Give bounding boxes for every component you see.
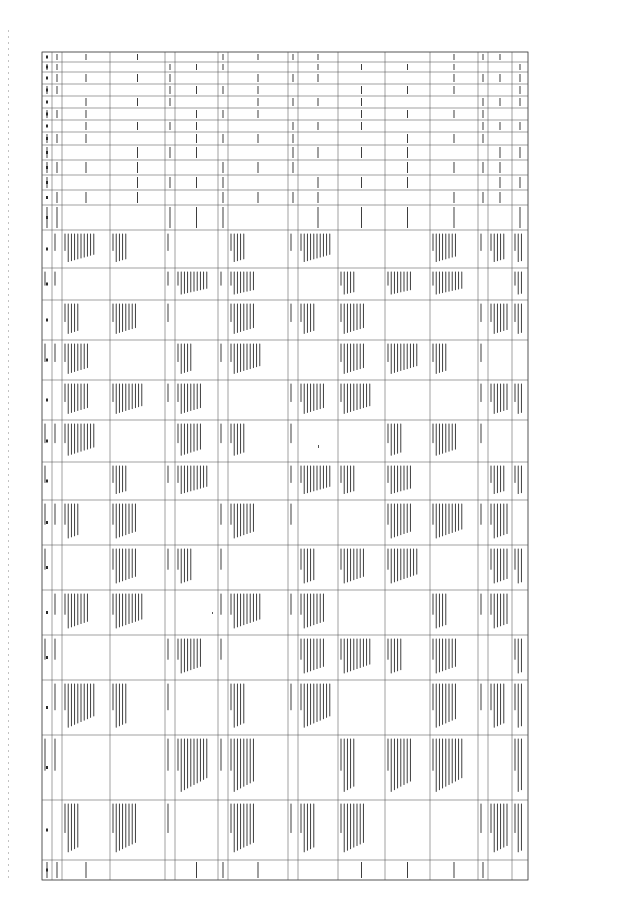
scan-artifact bbox=[8, 246, 9, 248]
scan-artifact bbox=[8, 492, 9, 494]
scan-artifact bbox=[8, 870, 9, 872]
scan-artifact bbox=[8, 444, 9, 446]
scan-artifact bbox=[8, 852, 9, 854]
scan-artifact bbox=[8, 498, 9, 500]
scan-artifact bbox=[8, 846, 9, 848]
scan-artifact bbox=[8, 312, 9, 314]
scan-artifact bbox=[8, 234, 9, 236]
header-cell-mark bbox=[46, 77, 48, 80]
scan-artifact bbox=[8, 654, 9, 656]
scan-artifact bbox=[8, 876, 9, 878]
header-cell-mark bbox=[46, 566, 48, 569]
scan-artifact bbox=[8, 528, 9, 530]
scan-artifact bbox=[8, 642, 9, 644]
header-cell-mark bbox=[46, 829, 48, 832]
scan-artifact bbox=[8, 402, 9, 404]
scan-artifact bbox=[8, 414, 9, 416]
scan-artifact bbox=[8, 198, 9, 200]
scan-artifact bbox=[8, 174, 9, 176]
scan-artifact bbox=[8, 822, 9, 824]
scan-artifact bbox=[8, 408, 9, 410]
scan-artifact bbox=[8, 792, 9, 794]
scan-artifact bbox=[8, 378, 9, 380]
scan-artifact bbox=[8, 120, 9, 122]
scan-artifact bbox=[8, 468, 9, 470]
scan-artifact bbox=[8, 558, 9, 560]
header-cell-mark bbox=[46, 480, 48, 483]
scan-artifact bbox=[8, 390, 9, 392]
scan-artifact bbox=[8, 336, 9, 338]
scan-artifact bbox=[8, 144, 9, 146]
scan-artifact bbox=[8, 462, 9, 464]
scan-artifact bbox=[8, 48, 9, 50]
scan-artifact bbox=[8, 732, 9, 734]
scan-artifact bbox=[8, 210, 9, 212]
scan-artifact bbox=[8, 774, 9, 776]
scan-artifact bbox=[8, 366, 9, 368]
scan-dust bbox=[212, 612, 213, 614]
scan-artifact bbox=[8, 684, 9, 686]
scan-artifact bbox=[8, 78, 9, 80]
scan-artifact bbox=[8, 660, 9, 662]
scan-artifact bbox=[8, 858, 9, 860]
scan-artifact bbox=[8, 786, 9, 788]
scan-artifact bbox=[8, 42, 9, 44]
scan-artifact bbox=[8, 756, 9, 758]
scan-artifact bbox=[8, 426, 9, 428]
scan-artifact bbox=[8, 306, 9, 308]
scan-artifact bbox=[8, 834, 9, 836]
scan-artifact bbox=[8, 726, 9, 728]
header-cell-mark bbox=[46, 399, 48, 402]
header-cell-mark bbox=[46, 440, 48, 443]
header-cell-mark bbox=[46, 656, 48, 659]
scan-artifact bbox=[8, 594, 9, 596]
scan-artifact bbox=[8, 360, 9, 362]
scan-artifact bbox=[8, 534, 9, 536]
scan-artifact bbox=[8, 708, 9, 710]
scan-artifact bbox=[8, 192, 9, 194]
scan-artifact bbox=[8, 540, 9, 542]
scan-artifact bbox=[8, 294, 9, 296]
scan-artifact bbox=[8, 216, 9, 218]
scan-artifact bbox=[8, 672, 9, 674]
scan-artifact bbox=[8, 282, 9, 284]
header-cell-mark bbox=[46, 125, 48, 128]
scan-artifact bbox=[8, 84, 9, 86]
scan-artifact bbox=[8, 714, 9, 716]
scan-artifact bbox=[8, 150, 9, 152]
scan-artifact bbox=[8, 804, 9, 806]
scan-artifact bbox=[8, 690, 9, 692]
scan-artifact bbox=[8, 396, 9, 398]
header-cell-mark bbox=[46, 611, 48, 614]
scan-artifact bbox=[8, 450, 9, 452]
scan-artifact bbox=[8, 330, 9, 332]
scan-dust bbox=[318, 445, 319, 448]
scan-artifact bbox=[8, 204, 9, 206]
scan-artifact bbox=[8, 114, 9, 116]
scan-artifact bbox=[8, 96, 9, 98]
header-cell-mark bbox=[46, 319, 48, 322]
header-cell-mark bbox=[46, 101, 48, 104]
scan-artifact bbox=[8, 630, 9, 632]
scan-artifact bbox=[8, 810, 9, 812]
scan-artifact bbox=[8, 180, 9, 182]
scan-artifact bbox=[8, 252, 9, 254]
scan-artifact bbox=[8, 72, 9, 74]
scan-artifact bbox=[8, 576, 9, 578]
scan-artifact bbox=[8, 372, 9, 374]
scan-artifact bbox=[8, 612, 9, 614]
scan-artifact bbox=[8, 480, 9, 482]
scan-artifact bbox=[8, 168, 9, 170]
scan-artifact bbox=[8, 384, 9, 386]
scan-artifact bbox=[8, 522, 9, 524]
scan-artifact bbox=[8, 636, 9, 638]
scan-artifact bbox=[8, 504, 9, 506]
scan-artifact bbox=[8, 648, 9, 650]
header-cell-mark bbox=[46, 56, 48, 59]
scan-artifact bbox=[8, 60, 9, 62]
scan-artifact bbox=[8, 90, 9, 92]
scan-artifact bbox=[8, 456, 9, 458]
scan-artifact bbox=[8, 738, 9, 740]
scan-artifact bbox=[8, 474, 9, 476]
scan-artifact bbox=[8, 438, 9, 440]
scan-artifact bbox=[8, 828, 9, 830]
scan-artifact bbox=[8, 840, 9, 842]
scan-artifact bbox=[8, 342, 9, 344]
scan-artifact bbox=[8, 126, 9, 128]
scan-artifact bbox=[8, 678, 9, 680]
scan-artifact bbox=[8, 102, 9, 104]
scan-artifact bbox=[8, 564, 9, 566]
scan-artifact bbox=[8, 696, 9, 698]
scan-artifact bbox=[8, 618, 9, 620]
scan-artifact bbox=[8, 552, 9, 554]
scan-artifact bbox=[8, 582, 9, 584]
scan-artifact bbox=[8, 258, 9, 260]
header-cell-mark bbox=[46, 766, 48, 769]
scan-artifact bbox=[8, 816, 9, 818]
scan-artifact bbox=[8, 624, 9, 626]
scan-artifact bbox=[8, 864, 9, 866]
scan-artifact bbox=[8, 750, 9, 752]
scan-artifact bbox=[8, 762, 9, 764]
scan-artifact bbox=[8, 510, 9, 512]
scan-artifact bbox=[8, 132, 9, 134]
scan-artifact bbox=[8, 318, 9, 320]
scan-artifact bbox=[8, 138, 9, 140]
scan-artifact bbox=[8, 324, 9, 326]
scan-artifact bbox=[8, 300, 9, 302]
scan-artifact bbox=[8, 240, 9, 242]
scan-artifact bbox=[8, 546, 9, 548]
header-cell-mark bbox=[46, 196, 48, 199]
scan-artifact bbox=[8, 288, 9, 290]
scan-artifact bbox=[8, 156, 9, 158]
scan-artifact bbox=[8, 354, 9, 356]
header-cell-mark bbox=[46, 248, 48, 251]
scan-artifact bbox=[8, 228, 9, 230]
header-cell-mark bbox=[46, 706, 48, 709]
scan-artifact bbox=[8, 222, 9, 224]
scan-artifact bbox=[8, 54, 9, 56]
scan-artifact bbox=[8, 606, 9, 608]
scan-artifact bbox=[8, 570, 9, 572]
scan-artifact bbox=[8, 432, 9, 434]
scan-artifact bbox=[8, 780, 9, 782]
scan-artifact bbox=[8, 36, 9, 38]
scan-artifact bbox=[8, 186, 9, 188]
scan-artifact bbox=[8, 420, 9, 422]
scan-artifact bbox=[8, 798, 9, 800]
scan-artifact bbox=[8, 348, 9, 350]
scan-artifact bbox=[8, 162, 9, 164]
scan-artifact bbox=[8, 600, 9, 602]
scan-artifact bbox=[8, 666, 9, 668]
scan-artifact bbox=[8, 270, 9, 272]
scan-artifact bbox=[8, 720, 9, 722]
scan-artifact bbox=[8, 108, 9, 110]
header-cell-mark bbox=[46, 521, 48, 524]
scan-artifact bbox=[8, 744, 9, 746]
scan-artifact bbox=[8, 276, 9, 278]
scan-artifact bbox=[8, 768, 9, 770]
scan-artifact bbox=[8, 702, 9, 704]
scan-artifact bbox=[8, 30, 9, 32]
scan-artifact bbox=[8, 588, 9, 590]
scan-artifact bbox=[8, 66, 9, 68]
scan-artifact bbox=[8, 516, 9, 518]
scan-artifact bbox=[8, 264, 9, 266]
scan-artifact bbox=[8, 486, 9, 488]
header-cell-mark bbox=[46, 283, 48, 286]
header-cell-mark bbox=[46, 359, 48, 362]
